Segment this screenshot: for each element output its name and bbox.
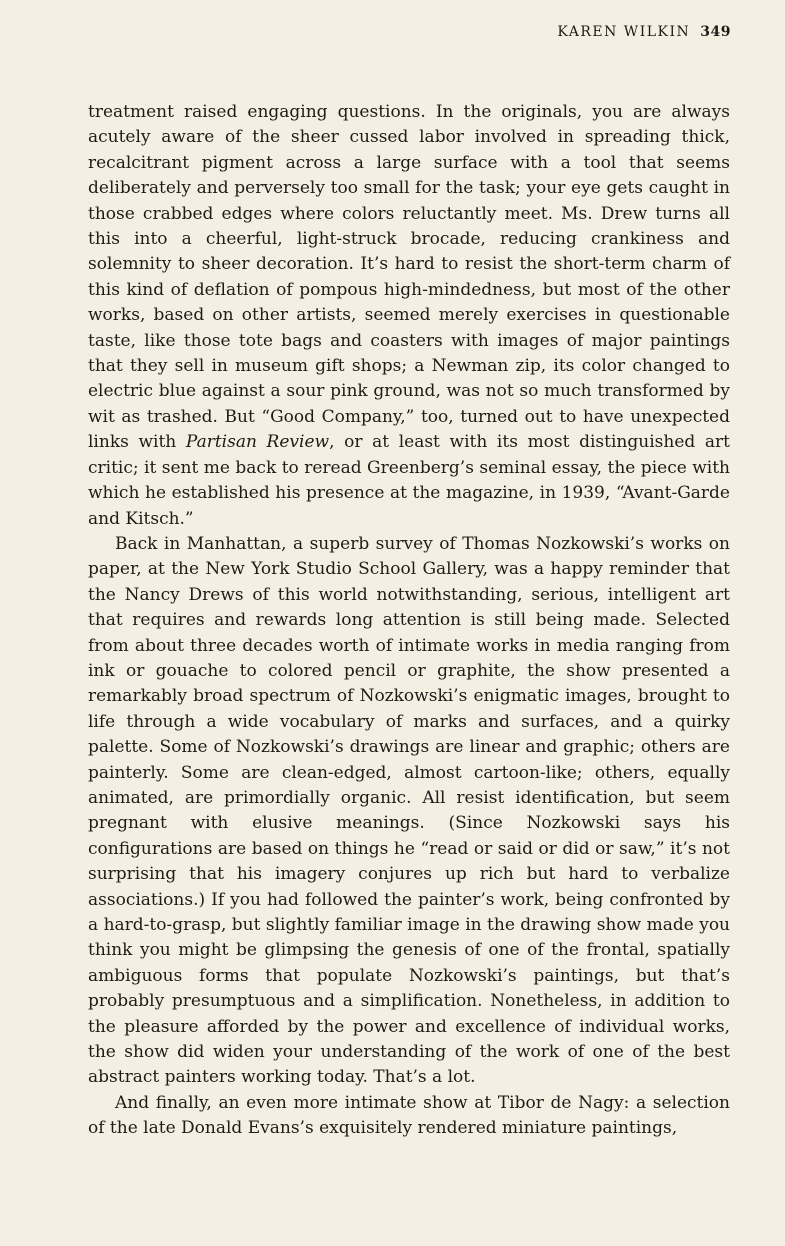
paragraph-text-after: , or at least with its most distinguished art critic; it sent me back to reread Greenberg’s seminal essay, the piece with which he established his presence at the magazine, in 1939, “Avant-Garde and Kitsch.” [88, 432, 730, 529]
body-text [88, 100, 730, 1142]
running-head [557, 24, 731, 40]
paragraph-nozkowski: Back in Manhattan, a superb survey of Thomas Nozkowski’s works on paper, at the New York Studio School Gallery, was a happy reminder that the Nancy Drews of this world notwithstanding, serious, intelligent art that requires and rewards long attention is still being made. Selected from about three decades worth of intimate works in media ranging from ink or gouache to colored pencil or graphite, the show presented a remarkably broad spectrum of Nozkowski’s enigmatic images, brought to life through a wide vocabulary of marks and surfaces, and a quirky palette. Some of Nozkowski’s drawings are linear and graphic; others are painterly. Some are clean-edged, almost cartoon-like; others, equally animated, are primordially organic. All resist identification, but seem pregnant with elusive meanings. (Since Nozkowski says his configurations are based on things he “read or said or did or saw,” it’s not surprising that his imagery conjures up rich but hard to verbalize associations.) If you had followed the painter’s work, being confronted by a hard-to-grasp, but slightly familiar image in the drawing show made you think you might be glimpsing the genesis of one of the frontal, spatially ambiguous forms that populate Nozkowski’s paintings, but that’s probably presumptuous and a simplification. Nonetheless, in addition to the pleasure afforded by the power and excellence of individual works, the show did widen your understanding of the work of one of the best abstract painters working today. That’s a lot. [88, 533, 730, 1088]
paragraph-continuation [88, 100, 730, 532]
italic-title: Partisan Review [185, 432, 330, 453]
paragraph-text: treatment raised engaging questions. In the originals, you are always acutely aware of the sheer cussed labor involved in spreading thick, recalcitrant pigment across a large surface with a tool that seems deliberately and perversely too small for the task; your eye gets caught in those crabbed edges where colors reluctantly meet. Ms. Drew turns all this into a cheerful, light-struck brocade, reducing crankiness and solemnity to sheer decoration. It’s hard to resist the short-term charm of this kind of deflation of pompous high-mindedness, but most of the other works, based on other artists, seemed merely exercises in questionable taste, like those tote bags and coasters with images of major paintings that they sell in museum gift shops; a Newman zip, its color changed to electric blue against a sour pink ground, was not so much transformed by wit as trashed. But “Good Company,” too, turned out to have unexpected links with [88, 102, 730, 453]
page-number: 349 [700, 24, 731, 40]
paragraph-evans: And finally, an even more intimate show at Tibor de Nagy: a selection of the late Donald Evans’s exquisitely rendered miniature paintings, [88, 1092, 730, 1139]
author-name: KAREN WILKIN [557, 24, 691, 40]
